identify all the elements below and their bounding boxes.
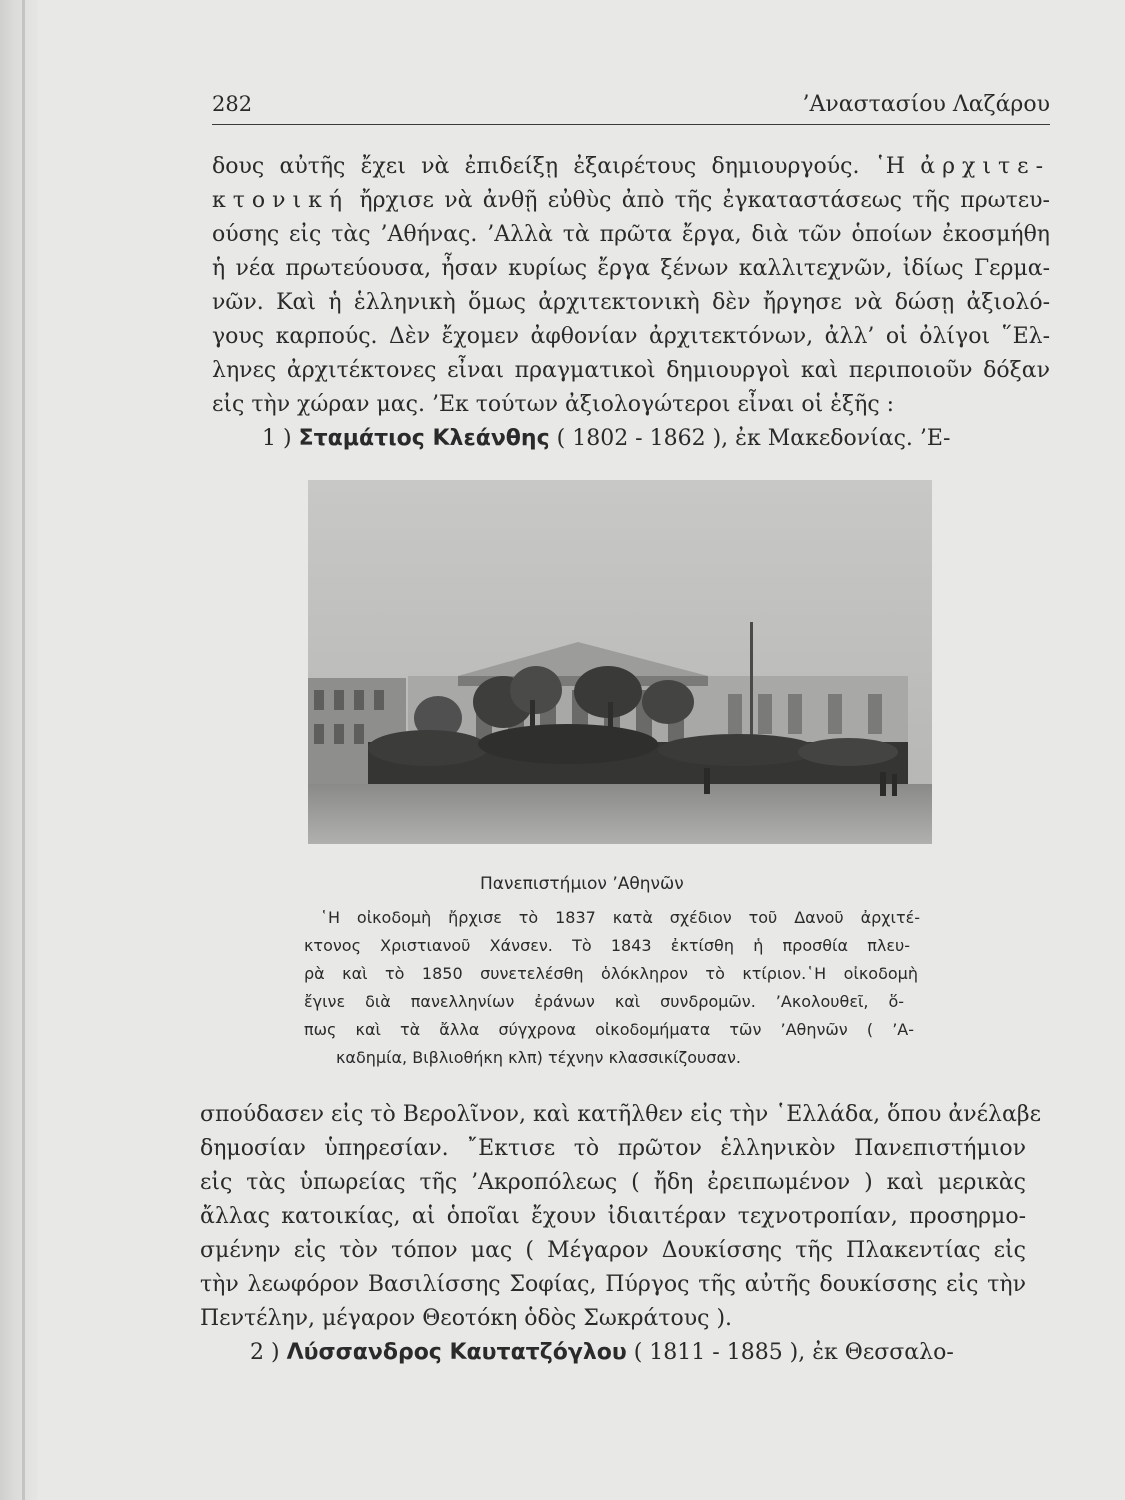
architect-name: Σταμάτιος Κλεάνθης [298, 426, 550, 451]
architect-entry-2 [250, 1336, 954, 1370]
caption-line: ρὰ καὶ τὸ 1850 συνετελέσθη ὁλόκληρον τὸ κτίριον.῾Η οἰκοδομὴ [304, 964, 918, 983]
architect-name: Λύσσανδρος Καυτατζόγλου [286, 1340, 627, 1365]
text-line: νῶν. Καὶ ἡ ἑλληνικὴ ὅμως ἀρχιτεκτονικὴ δὲν ἤργησε νὰ δώσῃ ἀξιολό- [212, 290, 1050, 315]
entry-text: ( 1802 - 1862 ), ἐκ Μακεδονίας. ’Ε- [556, 426, 951, 451]
entry-number: 1 ) [262, 426, 292, 451]
text-line: δημοσίαν ὑπηρεσίαν. ῎Εκτισε τὸ πρῶτον ἑλληνικὸν Πανεπιστήμιον [200, 1136, 1026, 1161]
text-line: Πεντέλην, μέγαρον Θεοτόκη ὁδὸς Σωκράτους ). [200, 1306, 733, 1331]
text-span: δους αὐτῆς ἔχει νὰ ἐπιδείξῃ ἐξαιρέτους δημιουργούς. ῾Η [212, 154, 921, 179]
text-line: ούσης εἰς τὰς ’Αθήνας. ’Αλλὰ τὰ πρῶτα ἔργα, διὰ τῶν ὁποίων ἐκοσμήθη [212, 222, 1050, 247]
text-line: γους καρπούς. Δὲν ἔχομεν ἀφθονίαν ἀρχιτεκτόνων, ἀλλ’ οἱ ὀλίγοι ῞Ελ- [212, 324, 1050, 349]
text-line: σπούδασεν εἰς τὸ Βερολῖνον, καὶ κατῆλθεν εἰς τὴν ῾Ελλάδα, ὅπου ἀνέλαβε [200, 1102, 1041, 1127]
text-line: εἰς τὴν χώραν μας. ’Εκ τούτων ἀξιολογώτεροι εἶναι οἱ ἑξῆς : [212, 392, 895, 417]
text-line: εἰς τὰς ὑπωρείας τῆς ’Ακροπόλεως ( ἤδη ἐρειπωμένον ) καὶ μερικὰς [200, 1170, 1026, 1195]
text-line: ληνες ἀρχιτέκτονες εἶναι πραγματικοὶ δημιουργοὶ καὶ περιποιοῦν δόξαν [212, 358, 1050, 383]
text-line [212, 184, 1050, 218]
entry-number: 2 ) [250, 1340, 280, 1365]
caption-line: καδημία, Βιβλιοθήκη κλπ) τέχνην κλασσικίζουσαν. [336, 1048, 742, 1067]
page-edge [22, 0, 25, 1500]
entry-text: ( 1811 - 1885 ), ἐκ Θεσσαλο- [633, 1340, 954, 1365]
architect-entry-1 [262, 422, 950, 456]
running-header [212, 92, 1050, 122]
university-photo [308, 480, 932, 844]
spaced-emphasis: ἀρχιτε- [920, 154, 1050, 179]
spaced-emphasis: κτονική [212, 188, 350, 213]
text-line: σμένην εἰς τὸν τόπον μας ( Μέγαρον Δουκίσσης τῆς Πλακεντίας εἰς [200, 1238, 1026, 1263]
caption-line: κτονος Χριστιανοῦ Χάνσεν. Τὸ 1843 ἐκτίσθη ἡ προσθία πλευ- [304, 936, 910, 955]
text-line [212, 150, 1050, 184]
text-line: ἡ νέα πρωτεύουσα, ἦσαν κυρίως ἔργα ξένων καλλιτεχνῶν, ἰδίως Γερμα- [212, 256, 1050, 281]
text-line: ἄλλας κατοικίας, αἱ ὁποῖαι ἔχουν ἰδιαιτέραν τεχνοτροπίαν, προσηρμο- [200, 1204, 1026, 1229]
running-header-author: ’Αναστασίου Λαζάρου [802, 92, 1050, 117]
text-line: τὴν λεωφόρον Βασιλίσσης Σοφίας, Πύργος τῆς αὐτῆς δουκίσσης εἰς τὴν [200, 1272, 1026, 1297]
caption-line: πως καὶ τὰ ἄλλα σύγχρονα οἰκοδομήματα τῶν ’Αθηνῶν ( ’Α- [304, 1020, 914, 1039]
caption-line: ῾Η οἰκοδομὴ ἤρχισε τὸ 1837 κατὰ σχέδιον τοῦ Δανοῦ ἀρχιτέ- [320, 908, 920, 927]
page-gutter-shadow [0, 0, 38, 1500]
caption-line: ἔγινε διὰ πανελληνίων ἐράνων καὶ συνδρομῶν. ’Ακολουθεῖ, ὅ- [304, 992, 904, 1011]
page-number: 282 [212, 92, 253, 116]
figure-title: Πανεπιστήμιον ’Αθηνῶν [480, 874, 684, 894]
text-span: ἤρχισε νὰ ἀνθῇ εὐθὺς ἀπὸ τῆς ἐγκαταστάσεως τῆς πρωτευ- [349, 188, 1050, 213]
header-rule [212, 124, 1050, 125]
photo-illustration [308, 480, 932, 844]
